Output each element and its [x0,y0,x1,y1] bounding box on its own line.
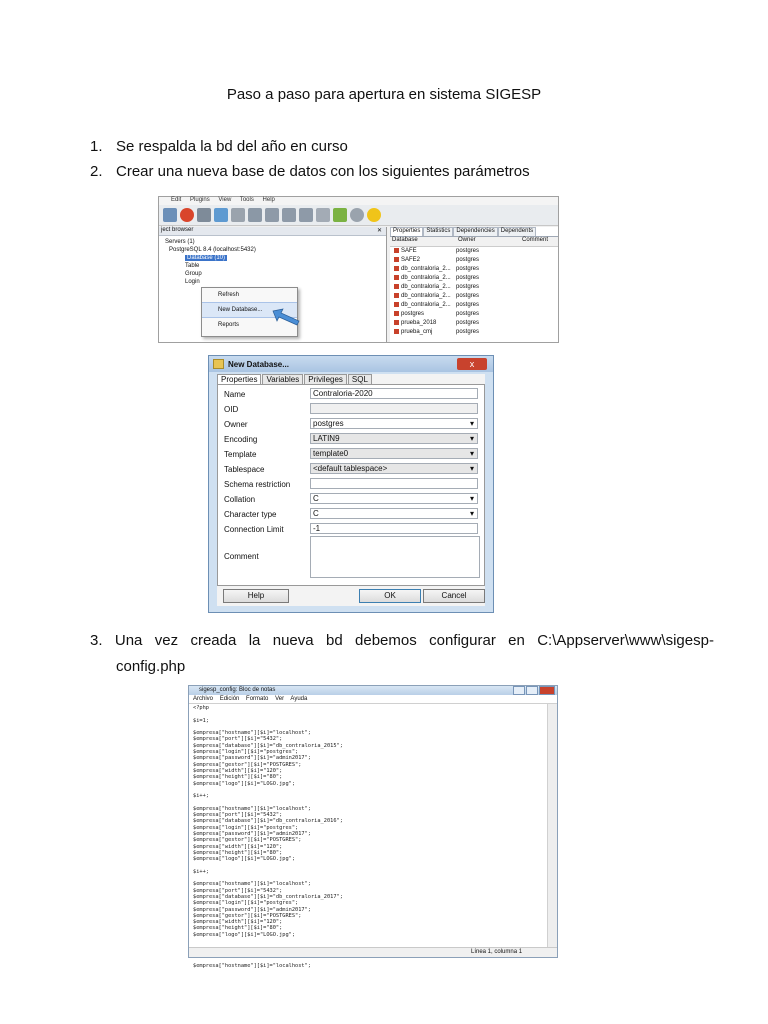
object-browser-title: ject browser [161,227,194,233]
object-tree [159,236,386,288]
properties-panel [390,227,558,342]
database-list [390,247,558,337]
code-line: $i++; [193,868,209,875]
drop-object-icon[interactable] [231,208,245,222]
code-line: $empresa["logo"][$i]="LOGO.jpg"; [193,856,296,863]
table-row[interactable] [390,274,558,283]
cancel-button[interactable]: Cancel [423,589,485,603]
tab-privileges[interactable]: Privileges [304,374,347,384]
database-name: db_contraloria_2... [390,292,456,301]
properties-tabs [390,227,558,237]
context-reports[interactable]: Reports [218,322,240,328]
code-line: $empresa["port"][$i]="5432"; [193,812,283,819]
database-icon [213,359,224,369]
field-character-type [224,508,478,522]
collation-select[interactable]: C ▾ [310,493,478,504]
table-row[interactable] [390,247,558,256]
close-icon[interactable] [539,686,555,695]
database-owner: postgres [456,257,480,263]
tab-variables[interactable]: Variables [262,374,303,384]
menu-tools[interactable]: Tools [239,197,254,203]
menu-archivo[interactable]: Archivo [193,696,214,702]
column-database[interactable]: Database [392,237,418,243]
menu-ver[interactable]: Ver [275,696,285,702]
step-number: 3. [90,632,103,649]
word: nueva [272,632,314,649]
database-owner: postgres [456,293,480,299]
tab-sql[interactable]: SQL [348,374,372,384]
new-database-dialog [208,355,494,613]
table-row[interactable] [390,319,558,328]
vertical-scrollbar[interactable] [547,704,557,949]
field-encoding [224,433,478,447]
tree-databases[interactable]: Database (10) [187,255,226,261]
table-row[interactable] [390,265,558,274]
code-line: $i++; [193,793,209,800]
code-line: $empresa["password"][$i]="admin2017"; [193,906,311,913]
step-text: Se respalda la bd del año en curso [116,138,348,155]
word: Una [114,632,143,649]
code-line: $empresa["logo"][$i]="LOGO.jpg"; [193,931,296,938]
menu-edicion[interactable]: Edición [219,696,240,702]
step-number: 1. [90,138,103,155]
field-label: Connection Limit [224,525,284,534]
tab-dependencies[interactable]: Dependencies [453,227,497,236]
database-name: db_contraloria_2... [390,274,456,283]
field-oid [224,403,478,417]
column-owner[interactable]: Owner [458,237,476,243]
code-line: $i=1; [193,717,209,724]
database-owner: postgres [456,329,480,335]
properties-form [217,384,485,586]
close-icon[interactable]: x [457,358,487,370]
code-line: $empresa["password"][$i]="admin2017"; [193,755,311,762]
plugins-icon[interactable] [333,208,347,222]
code-line: $empresa["port"][$i]="5432"; [193,887,283,894]
field-label: Comment [224,552,259,561]
code-line: $empresa["logo"][$i]="LOGO.jpg"; [193,780,296,787]
field-label: Template [224,450,257,459]
code-line: $empresa["database"][$i]="db_contraloria_2016"; [193,818,343,825]
database-owner: postgres [456,302,480,308]
menu-plugins[interactable]: Plugins [190,197,210,203]
oid-input [310,403,478,414]
context-refresh[interactable]: Refresh [218,292,240,298]
field-label: Collation [224,495,256,504]
database-name: SAFE2 [390,256,456,265]
tree-login-roles[interactable]: Login [185,279,200,285]
name-input[interactable]: Contraloria-2020 [310,388,478,399]
column-headers [390,237,558,247]
step-1 [90,134,348,160]
template-select[interactable]: template0 ▾ [310,448,478,459]
pointer-arrow-icon [273,309,299,325]
create-object-icon[interactable] [214,208,228,222]
edit-object-icon[interactable] [248,208,262,222]
code-line: $empresa["hostname"][$i]="localhost"; [193,730,311,737]
context-new-database[interactable]: New Database... [202,302,297,318]
help-button[interactable]: Help [223,589,289,603]
code-line: $empresa["login"][$i]="postgres"; [193,900,299,907]
tree-group-roles[interactable]: Group [185,271,202,277]
database-owner: postgres [456,248,480,254]
field-label: Name [224,390,246,399]
database-owner: postgres [456,284,480,290]
menu-view[interactable]: View [218,197,232,203]
step-3-line-2: config.php [116,658,186,675]
schema-restriction-input[interactable] [310,478,478,489]
word: la [248,632,261,649]
word: configurar [429,632,496,649]
minimize-icon[interactable] [513,686,525,695]
step-3 [90,628,714,680]
pgadmin-toolbar [159,205,558,226]
field-label: Owner [224,420,248,429]
step-2 [90,159,530,185]
word: creada [190,632,237,649]
hint-icon[interactable] [350,208,364,222]
cursor-position: Línea 1, columna 1 [471,949,523,955]
word: C:\Appserver\www\sigesp- [537,632,714,649]
dialog-tabs [217,374,485,384]
pgadmin-menu-bar [159,197,558,205]
tablespace-select[interactable]: <default tablespace> ▾ [310,463,478,474]
connection-limit-input[interactable]: -1 [310,523,478,534]
field-schema-restriction [224,478,478,492]
tab-dependents[interactable]: Dependents [498,227,536,236]
code-line: $empresa["database"][$i]="db_contraloria_2015"; [193,742,343,749]
code-line: $empresa["login"][$i]="postgres"; [193,824,299,831]
maintenance-icon[interactable] [316,208,330,222]
database-owner: postgres [456,275,480,281]
database-name: prueba_2018 [390,319,456,328]
menu-edit[interactable]: Edit [171,197,182,203]
maximize-icon[interactable] [526,686,538,695]
column-comment[interactable]: Comment [522,237,549,243]
field-connection-limit [224,523,478,537]
tree-tablespaces[interactable]: Table [185,263,200,269]
document-title: Paso a paso para apertura en sistema SIGESP [226,86,542,103]
database-name: postgres [390,310,456,319]
code-line: $empresa["password"][$i]="admin2017"; [193,830,311,837]
code-line: $empresa["height"][$i]="80"; [193,925,283,932]
notepad-menu-bar [189,695,557,704]
notepad-window [188,685,558,970]
database-owner: postgres [456,320,480,326]
word: bd [325,632,343,649]
field-label: OID [224,405,239,414]
window-controls [513,686,555,695]
dialog-titlebar [209,356,493,372]
word: en [508,632,525,649]
encoding-select[interactable]: LATIN9 ▾ [310,433,478,444]
table-row[interactable] [390,283,558,292]
tab-properties[interactable]: Properties [217,374,261,384]
table-row[interactable] [390,310,558,319]
code-line: $empresa["width"][$i]="120"; [193,767,283,774]
field-label: Schema restriction [224,480,291,489]
filter-icon[interactable] [299,208,313,222]
object-browser-header [159,227,386,236]
database-name: SAFE [390,247,456,256]
code-line: $empresa["hostname"][$i]="localhost"; [193,881,311,888]
database-name: prueba_cmj [390,328,456,337]
word: vez [154,632,179,649]
word: debemos [355,632,417,649]
database-owner: postgres [456,311,480,317]
help-icon[interactable] [367,208,381,222]
database-name: db_contraloria_2... [390,265,456,274]
field-owner [224,418,478,432]
pgadmin-screenshot [158,196,559,343]
connect-icon[interactable] [163,208,177,222]
field-collation [224,493,478,507]
table-row[interactable] [390,256,558,265]
dialog-body [217,374,485,606]
code-line: $empresa["height"][$i]="80"; [193,774,283,781]
code-line: <?php [193,705,209,711]
menu-formato[interactable]: Formato [246,696,269,702]
view-data-icon[interactable] [282,208,296,222]
character-type-select[interactable]: C ▾ [310,508,478,519]
code-line: $empresa["port"][$i]="5432"; [193,736,283,743]
code-line: $empresa["width"][$i]="120"; [193,843,283,850]
tree-servers[interactable]: Servers (1) [165,239,195,245]
field-label: Character type [224,510,277,519]
step-text: Crear una nueva base de datos con los siguientes parámetros [116,163,530,180]
object-browser-panel [159,227,387,342]
code-line: $empresa["hostname"][$i]="localhost"; [193,805,311,812]
ok-button[interactable]: OK [359,589,421,603]
code-line: $empresa["hostname"][$i]="localhost"; [193,963,311,970]
database-name: db_contraloria_2... [390,283,456,292]
field-label: Tablespace [224,465,265,474]
table-row[interactable] [390,301,558,310]
close-icon[interactable]: ✕ [376,228,382,234]
code-line: $empresa["database"][$i]="db_contraloria_2017"; [193,893,343,900]
database-name: db_contraloria_2... [390,301,456,310]
properties-icon[interactable] [197,208,211,222]
dialog-buttons [217,589,485,603]
tab-properties[interactable]: Properties [390,227,423,236]
notepad-titlebar: sigesp_config: Bloc de notas [189,686,557,695]
sql-icon[interactable] [265,208,279,222]
table-row[interactable] [390,292,558,301]
code-line: $empresa["gestor"][$i]="POSTGRES"; [193,912,302,919]
code-line: $empresa["width"][$i]="120"; [193,919,283,926]
field-label: Encoding [224,435,258,444]
step-3-line-1 [90,628,714,654]
menu-ayuda[interactable]: Ayuda [290,696,308,702]
field-tablespace [224,463,478,477]
tree-postgresql-server[interactable]: PostgreSQL 8.4 (localhost:5432) [169,247,256,253]
table-row[interactable] [390,328,558,337]
step-number: 2. [90,163,103,180]
tab-statistics[interactable]: Statistics [423,227,453,236]
dialog-title: New Database... [228,359,289,369]
code-line: $empresa["login"][$i]="postgres"; [193,749,299,756]
refresh-icon[interactable] [180,208,194,222]
code-line: $empresa["gestor"][$i]="POSTGRES"; [193,837,302,844]
owner-select[interactable]: postgres ▾ [310,418,478,429]
code-line: $empresa["gestor"][$i]="POSTGRES"; [193,761,302,768]
status-bar [189,947,557,957]
database-owner: postgres [456,266,480,272]
menu-help[interactable]: Help [262,197,275,203]
comment-textarea[interactable] [310,536,480,578]
code-line: $empresa["height"][$i]="80"; [193,849,283,856]
field-template [224,448,478,462]
field-name [224,388,478,402]
